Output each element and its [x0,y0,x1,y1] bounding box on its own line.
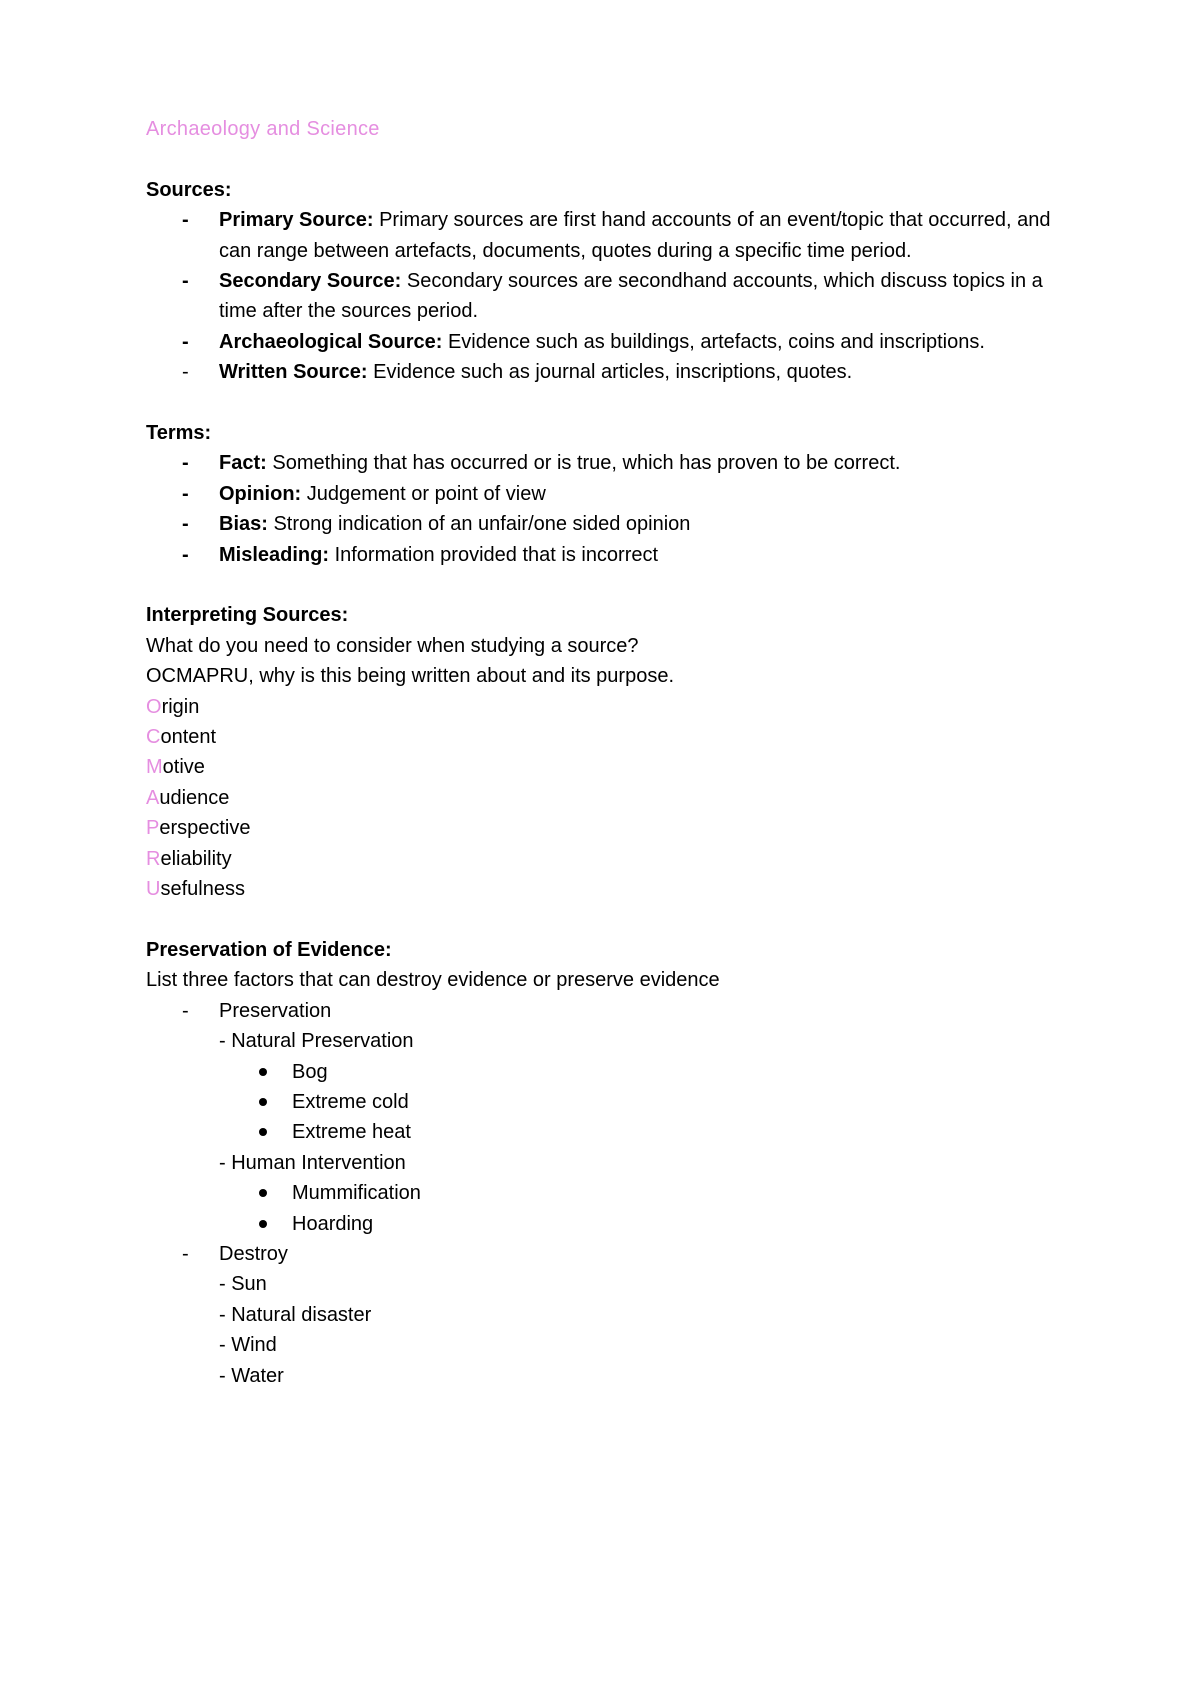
interpreting-heading: Interpreting Sources: [146,604,349,627]
acronym-item [146,692,1086,722]
acronym-letter: M [146,756,163,779]
list-item: - Written Source: Evidence such as journal articles, inscriptions, quotes. [182,361,853,384]
list-item-text: Bog [292,1060,328,1083]
list-item: - Preservation [182,999,332,1022]
preservation-label: Preservation [219,999,332,1022]
list-item [146,1117,1086,1147]
list-item: - Secondary Source: Secondary sources are secondhand accounts, which discuss topics in a time after the sources period. [182,270,1043,323]
interpreting-acronym-line: OCMAPRU, why is this being written about and its purpose. [146,665,675,688]
acronym-rest: rigin [161,695,200,718]
preservation-intro: List three factors that can destroy evidence or preserve evidence [146,969,720,992]
term-label: Misleading: [219,543,330,566]
acronym-rest: otive [162,756,205,779]
acronym-letter: U [146,878,161,901]
list-item [146,1087,1086,1117]
list-item: - Fact: Something that has occurred or is true, which has proven to be correct. [182,452,901,475]
terms-heading: Terms: [146,422,212,445]
acronym-item [146,783,1086,813]
destroy-item: - Water [219,1364,284,1387]
list-item: - Primary Source: Primary sources are first hand accounts of an event/topic that occurred, and can range between artefacts, documents, quotes during a specific time period. [182,209,1051,262]
term-label: Fact: [219,452,267,475]
document-page [146,114,1086,1391]
destroy-label: Destroy [219,1242,288,1265]
acronym-item [146,813,1086,843]
list-item: - Misleading: Information provided that is incorrect [182,543,659,566]
sources-heading: Sources: [146,178,232,201]
list-item [146,1209,1086,1239]
term-text: Evidence such as journal articles, inscriptions, quotes. [367,361,853,384]
destroy-item: - Sun [219,1273,267,1296]
acronym-rest: ontent [160,726,217,749]
acronym-letter: R [146,847,161,870]
acronym-item [146,722,1086,752]
term-text: Something that has occurred or is true, which has proven to be correct. [266,452,901,475]
interpreting-question: What do you need to consider when studying a source? [146,634,639,657]
preservation-heading: Preservation of Evidence: [146,938,392,961]
term-text: Evidence such as buildings, artefacts, coins and inscriptions. [442,330,985,353]
term-label: Opinion: [219,482,302,505]
natural-preservation-label: - Natural Preservation [219,1030,414,1053]
acronym-item [146,844,1086,874]
acronym-item [146,874,1086,904]
term-label: Bias: [219,513,268,536]
document-title: Archaeology and Science [146,118,380,140]
bullet-icon [259,1220,267,1228]
term-text: Primary sources are first hand accounts of an event/topic that occurred, and can range between artefacts, documents, quotes during a specific time period. [219,209,1051,262]
list-item: - Destroy [182,1242,288,1265]
acronym-rest: eliability [160,847,232,870]
list-item-text: Hoarding [292,1212,374,1235]
term-label: Primary Source: [219,209,374,232]
term-text: Strong indication of an unfair/one sided opinion [267,513,691,536]
acronym-rest: udience [159,786,230,809]
list-item: - Archaeological Source: Evidence such as buildings, artefacts, coins and inscriptions. [182,330,985,353]
bullet-icon [259,1068,267,1076]
term-label: Archaeological Source: [219,330,443,353]
acronym-rest: erspective [159,817,251,840]
list-item [146,1057,1086,1087]
list-item: - Bias: Strong indication of an unfair/one sided opinion [182,513,691,536]
destroy-item: - Wind [219,1334,277,1357]
term-text: Judgement or point of view [301,482,546,505]
acronym-letter: P [146,817,160,840]
list-item-text: Extreme cold [292,1090,409,1113]
bullet-icon [259,1128,267,1136]
bullet-icon [259,1189,267,1197]
bullet-icon [259,1098,267,1106]
destroy-item: - Natural disaster [219,1303,372,1326]
term-label: Written Source: [219,361,368,384]
term-text: Information provided that is incorrect [329,543,659,566]
list-item [146,1178,1086,1208]
acronym-letter: A [146,786,160,809]
term-label: Secondary Source: [219,270,402,293]
human-intervention-label: - Human Intervention [219,1151,406,1174]
list-item-text: Extreme heat [292,1121,411,1144]
acronym-item [146,752,1086,782]
acronym-rest: sefulness [160,878,245,901]
list-item: - Opinion: Judgement or point of view [182,482,546,505]
list-item-text: Mummification [292,1182,421,1205]
term-text: Secondary sources are secondhand accounts, which discuss topics in a time after the sources period. [219,270,1043,323]
acronym-letter: O [146,695,162,718]
acronym-letter: C [146,726,161,749]
